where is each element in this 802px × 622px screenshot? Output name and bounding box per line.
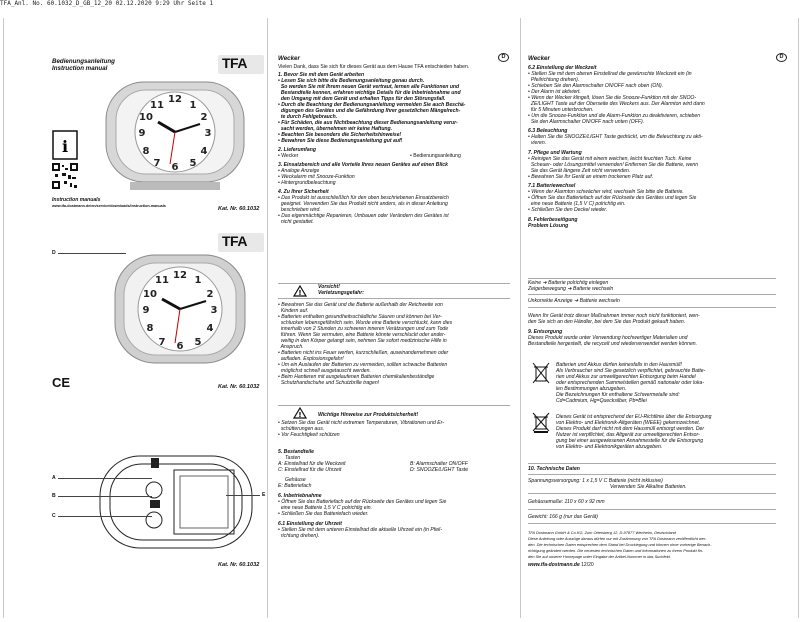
w1-line: • Batterien enthalten gesundheitsschädliche Säuren und können bei Ver-	[278, 314, 442, 320]
svg-text:2: 2	[200, 112, 208, 123]
s5-b: B: Alarmschalter ON/OFF	[410, 461, 468, 467]
s2-heading: 2. Lieferumfang	[278, 147, 316, 153]
crossed-bin-icon	[532, 362, 550, 384]
weee-bin-icon	[532, 412, 550, 434]
s71-list	[528, 189, 778, 213]
s5-heading: 5. Bestandteile	[278, 449, 314, 455]
s5-d: D: SNOOZE/LIGHT Taste	[410, 467, 469, 473]
svg-text:2: 2	[206, 289, 214, 300]
s61-list	[278, 527, 516, 539]
qr-code-icon	[52, 163, 78, 189]
foot-line: den. Die technischen Daten entsprechen dem Stand bei Drucklegung und können ohne vorherige Benach-	[528, 542, 712, 547]
s62-line: für 5 Minuten unterbrochen.	[528, 107, 594, 113]
s7-heading: 7. Pflege und Wartung	[528, 150, 582, 156]
weee-line: Dieses Produkt darf nicht mit dem Hausmüll entsorgt werden. Der	[556, 426, 705, 432]
w1-line: Schutzhandschuhe und Schutzbrille tragen!	[278, 380, 380, 386]
s6-heading: 6. Inbetriebnahme	[278, 493, 322, 499]
leader-line-e	[226, 495, 260, 496]
s10-rule-3	[528, 509, 776, 510]
footer-url-line	[528, 562, 778, 568]
svg-text:1: 1	[194, 275, 202, 286]
s1-line: • Durch die Beachtung der Bedienungsanleitung vermeiden Sie auch Beschä-	[278, 102, 466, 108]
s71-line: eine neue Batterie (1,5 V C) polrichtig ein.	[528, 201, 626, 207]
s62-heading: 6.2 Einstellung der Weckzeit	[528, 65, 597, 71]
foot-line: den Sie auf unserer Homepage unter Eingabe der Artikel-Nummer in das Suchfeld.	[528, 554, 671, 559]
s3-line: • Hintergrundbeleuchtung	[278, 180, 336, 186]
s63-list	[528, 134, 778, 146]
svg-text:7: 7	[153, 158, 161, 169]
s8-heading: 8. Fehlerbeseitigung	[528, 217, 578, 223]
s1-line: sacht werden, übernehmen wir keine Haftung.	[278, 126, 393, 132]
s62-line: Sie den Alarmschalter ON/OFF nach unten (OFF).	[528, 119, 645, 125]
column-2-lower	[278, 449, 516, 539]
svg-text:4: 4	[206, 323, 214, 334]
s8-row2: Unkorrekte Anzeige ➜ Batterie wechseln	[528, 298, 620, 304]
label-e: E	[262, 492, 266, 498]
s10-row1a: Spannungsversorgung: 1 x 1,5 V C Batterie (nicht inklusive)	[528, 478, 663, 484]
back-view-illustration	[96, 452, 256, 552]
s1-line: Bestandteile kennen, erfahren wichtige Details für die Inbetriebnahme und	[278, 90, 461, 96]
manuals-url[interactable]: www.tfa-dostmann.de/en/service/downloads/instruction-manuals	[52, 204, 166, 208]
s3-list	[278, 168, 516, 186]
weee-line: gung bei einer ausgewiesenen Annahmestelle für die Entsorgung	[556, 438, 704, 444]
warn2-title: Wichtige Hinweise zur Produktsicherheit!	[318, 412, 419, 418]
weee-line: Nutzer ist verpflichtet, das Altgerät zur umweltgerechten Entsor-	[556, 432, 700, 438]
warn2-list	[278, 420, 516, 438]
w1-line: • Um ein Auslaufen der Batterien zu vermeiden, sollten schwache Batterien	[278, 362, 448, 368]
s10-rule-1	[528, 474, 776, 475]
s61-heading: 6.1 Einstellung der Uhrzeit	[278, 521, 342, 527]
col2-title: Wecker	[278, 55, 300, 62]
col3-title: Wecker	[528, 55, 550, 62]
bat-line: Cd=Cadmium, Hg=Quecksilber, Pb=Blei	[556, 398, 647, 404]
s61-line: richtung drehen).	[278, 533, 320, 539]
svg-text:i: i	[61, 137, 69, 156]
s1-line: te durch Fehlgebrauch.	[278, 114, 338, 120]
s4-line: • Das Produkt ist ausschließlich für den oben beschriebenen Einsatzbereich	[278, 195, 449, 201]
s10-row2: Gehäusemaße: 110 x 60 x 92 mm	[528, 499, 605, 505]
label-b: B	[52, 493, 56, 499]
s63-heading: 6.3 Beleuchtung	[528, 128, 568, 134]
svg-text:7: 7	[158, 337, 166, 348]
w1-line: • Beim Hantieren mit ausgelaufenen Batterien chemikalienbeständige	[278, 374, 435, 380]
warn1-title-b: Verletzungsgefahr:	[318, 290, 364, 296]
s2-item-2: • Bedienungsanleitung	[410, 153, 461, 159]
book-info-icon	[52, 130, 78, 160]
s8-rule-3	[528, 307, 776, 308]
s9-line: Bestandteile hergestellt, die recycelt und wiederverwendet werden können.	[528, 341, 698, 347]
svg-text:4: 4	[200, 146, 208, 157]
warning-triangle-icon	[293, 285, 307, 297]
s1-list	[278, 78, 516, 144]
w1-line: führen. Wenn Sie vermuten, eine Batterie könnte verschluckt oder ander-	[278, 332, 446, 338]
s5-a: A: Einstellrad für die Weckzeit	[278, 461, 346, 467]
bat-line: len Bestimmungen abzugeben.	[556, 386, 627, 392]
leader-line-c	[58, 516, 152, 517]
bat-line: oder entsprechenden Sammelstellen gemäß nationaler oder loka-	[556, 380, 705, 386]
kat-nr-2: Kat. Nr. 60.1032	[218, 384, 260, 390]
s9-heading: 9. Entsorgung	[528, 329, 563, 335]
s10-rule-4	[528, 523, 776, 524]
s71-line: • Öffnen Sie das Batteriefach auf der Rückseite des Gerätes und legen Sie	[528, 195, 697, 201]
weee-disposal	[556, 414, 778, 450]
s2-item-1: • Wecker	[278, 153, 299, 159]
s1-line: den Umgang mit dem Gerät und erhalten Tipps für den Störungsfall.	[278, 96, 446, 102]
s1-heading: 1. Bevor Sie mit dem Gerät arbeiten	[278, 72, 365, 78]
battery-disposal	[556, 362, 778, 404]
s1-line: • Für Schäden, die aus Nichtbeachtung dieser Bedienungsanleitung verur-	[278, 120, 458, 126]
file-header: TFA_Anl. No. 60.1032_D_GB_12_20 02.12.2020 9:29 Uhr Seite 1	[0, 0, 214, 7]
s8-note-block	[528, 313, 778, 347]
w2-line: • Setzen Sie das Gerät nicht extremen Temperaturen, Vibrationen und Er-	[278, 420, 444, 426]
clock-illustration-top	[100, 72, 250, 192]
s62-line: • Schieben Sie den Alarmschalter ON/OFF nach oben (ON).	[528, 83, 664, 89]
s5-c: C: Einstellrad für die Uhrzeit	[278, 467, 342, 473]
s62-list	[528, 71, 778, 125]
svg-text:1: 1	[189, 100, 197, 111]
s1-line: So werden Sie mit Ihrem neuen Gerät vertraut, lernen alle Funktionen und	[278, 84, 460, 90]
s8note-line: Wenn Ihr Gerät trotz dieser Maßnahmen immer noch nicht funktioniert, wen-	[528, 313, 700, 319]
s10-rule-2	[528, 493, 776, 494]
svg-text:!: !	[298, 289, 302, 297]
s4-heading: 4. Zu Ihrer Sicherheit	[278, 189, 329, 195]
warn2-top-rule	[278, 405, 510, 406]
svg-text:11: 11	[155, 275, 169, 286]
s7-list	[528, 156, 778, 180]
s8-rule-2	[528, 294, 776, 295]
s3-heading: 3. Einsatzbereich und alle Vorteile Ihres neuen Gerätes auf einen Blick	[278, 162, 448, 168]
w1-line: • Bewahren Sie das Gerät und die Batterie außerhalb der Reichweite von	[278, 302, 443, 308]
kat-nr-3: Kat. Nr. 60.1032	[218, 562, 260, 568]
s10-heading: 10. Technische Daten	[528, 466, 580, 472]
s6-list	[278, 499, 516, 517]
ce-mark: CE	[52, 375, 71, 390]
bat-line: rien und Akkus zur umweltgerechten Entsorgung beim Handel	[556, 374, 696, 380]
s62-line: Pfeilrichtung drehen).	[528, 77, 580, 83]
warning-triangle-icon-2	[293, 407, 307, 419]
leader-line-a	[58, 478, 152, 479]
title-en: Instruction manual	[52, 65, 108, 72]
s8-table-head: Problem Lösung	[528, 223, 569, 229]
footer-date: 12/20	[581, 562, 594, 568]
s63-line: • Halten Sie die SNOOZE/LIGHT Taste gedrückt, um die Beleuchtung zu akti-	[528, 134, 703, 140]
s4-line: beschrieben wird.	[278, 207, 321, 213]
svg-text:5: 5	[194, 337, 202, 348]
column-2	[278, 55, 516, 225]
language-badge-col2: D	[498, 53, 509, 62]
s62-line: • Stellen Sie mit dem oberen Einstellrad die gewünschte Weckzeit ein (in	[528, 71, 692, 77]
svg-text:!: !	[298, 411, 302, 419]
s8-row1a: Keine ➜ Batterie polrichtig einlegen	[528, 280, 609, 286]
svg-text:9: 9	[142, 305, 150, 316]
s5-geh: Gehäuse	[285, 477, 306, 483]
s2-items	[278, 153, 516, 159]
s10-row1b: Verwenden Sie Alkaline Batterien.	[610, 484, 687, 490]
warn1-list	[278, 302, 516, 386]
s6-line: eine neue Batterie 1,5 V C polrichtig ein.	[278, 505, 373, 511]
w1-line: Anspruch.	[278, 344, 304, 350]
svg-text:11: 11	[150, 100, 164, 111]
svg-text:8: 8	[142, 146, 150, 157]
svg-text:12: 12	[173, 270, 187, 281]
fold-line-right	[798, 18, 799, 618]
w1-line: schlucken lebensgefährlich sein. Wurde eine Batterie verschluckt, kann dies	[278, 320, 453, 326]
s7-line: Scheuer- oder Lösungsmittel verwenden! Entfernen Sie die Batterie, wenn	[528, 162, 699, 168]
s62-line: • Wenn der Wecker klingelt, lösen Sie die Snooze-Funktion mit der SNOO-	[528, 95, 697, 101]
label-a: A	[52, 475, 56, 481]
w1-line: möglichst schnell ausgetauscht werden.	[278, 368, 371, 374]
title-de: Bedienungsanleitung	[52, 58, 115, 65]
svg-text:3: 3	[204, 128, 212, 139]
s62-line: • Um die Snooze-Funktion und die Alarm-Funktion zu deaktivieren, schieben	[528, 113, 701, 119]
leader-line-b	[58, 496, 152, 497]
svg-text:9: 9	[138, 128, 146, 139]
weee-line: von Elektro- und Elektronik-Altgeräten (WEEE) gekennzeichnet.	[556, 420, 701, 426]
bat-line: Die Bezeichnungen für enthaltene Schwermetalle sind:	[556, 392, 680, 398]
svg-text:10: 10	[143, 289, 157, 300]
s71-line: • Wenn der Alarmton schwächer wird, wechseln Sie bitte die Batterie.	[528, 189, 684, 195]
tfa-logo-2: TFA	[218, 233, 264, 252]
s10-row3: Gewicht: 166 g (nur das Gerät)	[528, 514, 598, 520]
fold-line-left	[3, 18, 4, 618]
w2-line: schütterungen aus.	[278, 426, 325, 432]
s10-rule-top	[528, 463, 776, 464]
label-c: C	[52, 513, 56, 519]
weee-line: von Elektro- und Elektronikgeräten abzugeben.	[556, 444, 663, 450]
w1-line: • Batterien nicht ins Feuer werfen, kurzschließen, auseinandernehmen oder	[278, 350, 449, 356]
s7-line: Sie das Gerät längere Zeit nicht verwenden.	[528, 168, 631, 174]
fold-line-mid2	[520, 18, 521, 618]
s1-line: digungen des Gerätes und die Gefährdung Ihrer gesetzlichen Mängelrech-	[278, 108, 461, 114]
svg-text:8: 8	[146, 323, 154, 334]
svg-text:6: 6	[171, 162, 179, 173]
s63-line: vieren.	[528, 140, 547, 146]
s8-rule-1	[528, 278, 776, 279]
w1-line: Kindern auf.	[278, 308, 309, 314]
manual-title	[52, 58, 115, 72]
s3-line: • Analoge Anzeige	[278, 168, 320, 174]
s1-line: • Lesen Sie sich bitte die Bedienungsanleitung genau durch.	[278, 78, 425, 84]
svg-text:5: 5	[189, 158, 197, 169]
foot-line: Diese Anleitung oder Auszüge daraus dürfen nur mit Zustimmung von TFA Dostmann veröffentlicht wer-	[528, 536, 707, 541]
bat-line: Batterien und Akkus dürfen keinesfalls in den Hausmüll!	[556, 362, 682, 368]
s5-sub: Tasten	[285, 455, 301, 461]
s4-line: • Das eigenmächtige Reparieren, Umbauen oder Verändern des Gerätes ist	[278, 213, 449, 219]
s8note-line: den Sie sich an den Händler, bei dem Sie das Produkt gekauft haben.	[528, 319, 686, 325]
s7-line: • Reinigen Sie das Gerät mit einem weichen, leicht feuchten Tuch. Keine	[528, 156, 692, 162]
s71-heading: 7.1 Batteriewechsel	[528, 183, 576, 189]
s4-line: nicht gestattet.	[278, 219, 314, 225]
s61-line: • Stellen Sie mit dem unteren Einstellrad die aktuelle Uhrzeit ein (in Pfeil-	[278, 527, 443, 533]
s5-e: E: Batteriefach	[278, 483, 312, 489]
warn1-bottom-rule	[278, 298, 510, 299]
weee-line: Dieses Gerät ist entsprechend der EU-Richtlinie über die Entsorgung	[556, 414, 712, 420]
s8-row1b: Zeigerbewegung ➜ Batterie wechseln	[528, 286, 614, 292]
s7-line: • Bewahren Sie Ihr Gerät an einem trockenen Platz auf.	[528, 174, 654, 180]
svg-text:12: 12	[168, 94, 182, 105]
foot-line: richtigung geändert werden. Die neuesten technischen Daten und Informationen zu Ihrem Produkt fin-	[528, 548, 704, 553]
footer-block	[528, 530, 778, 568]
s62-line: ZE/LIGHT Taste auf der Oberseite des Weckers aus. Der Alarmton wird dann	[528, 101, 705, 107]
s3-line: • Weckalarm mit Snooze-Funktion	[278, 174, 355, 180]
s1-line: • Bewahren Sie diese Bedienungsanleitung gut auf!	[278, 138, 403, 144]
s9-line: Dieses Produkt wurde unter Verwendung hochwertiger Materialien und	[528, 335, 688, 341]
w1-line: innerhalb von 2 Stunden zu schweren inneren Verätzungen und zum Tode	[278, 326, 449, 332]
s1-line: • Beachten Sie besonders die Sicherheitshinweise!	[278, 132, 402, 138]
s6-line: • Schließen Sie das Batteriefach wieder.	[278, 511, 369, 517]
s71-line: • Schließen Sie den Deckel wieder.	[528, 207, 608, 213]
w1-line: aufladen. Explosionsgefahr!	[278, 356, 344, 362]
svg-text:3: 3	[210, 305, 218, 316]
s4-line: geeignet. Verwenden Sie das Produkt nicht anders, als in dieser Anleitung	[278, 201, 448, 207]
column-3	[528, 55, 778, 229]
warn1-title-a: Vorsicht!	[318, 284, 340, 290]
s4-list	[278, 195, 516, 225]
fold-line-mid1	[267, 18, 268, 618]
w1-line: weitig in den Körper gelangt sein, nehmen Sie sofort medizinische Hilfe in	[278, 338, 447, 344]
warn1-top-rule	[278, 283, 510, 284]
s6-line: • Öffnen Sie das Batteriefach auf der Rückseite des Gerätes und legen Sie	[278, 499, 447, 505]
instruction-manuals-label: Instruction manuals	[52, 197, 101, 203]
bat-line: Als Verbraucher sind Sie gesetzlich verpflichtet, gebrauchte Batte-	[556, 368, 706, 374]
svg-text:6: 6	[176, 341, 184, 352]
s5-row-2	[278, 467, 516, 473]
label-d: D	[52, 250, 56, 256]
s62-line: • Der Alarm ist aktiviert.	[528, 89, 581, 95]
foot-line: TFA Dostmann GmbH & Co.KG, Zum Ottersberg 12, D-97877 Wertheim, Deutschland	[528, 530, 676, 535]
w2-line: • Vor Feuchtigkeit schützen	[278, 432, 340, 438]
clock-illustration-mid	[110, 245, 250, 373]
tfa-logo: TFA	[218, 55, 264, 74]
footer-url[interactable]: www.tfa-dostmann.de	[528, 562, 580, 568]
language-badge-col3: D	[776, 53, 787, 62]
intro-text: Vielen Dank, dass Sie sich für dieses Gerät aus dem Hause TFA entschieden haben.	[278, 64, 470, 70]
kat-nr-1: Kat. Nr. 60.1032	[218, 206, 260, 212]
svg-text:10: 10	[139, 112, 153, 123]
